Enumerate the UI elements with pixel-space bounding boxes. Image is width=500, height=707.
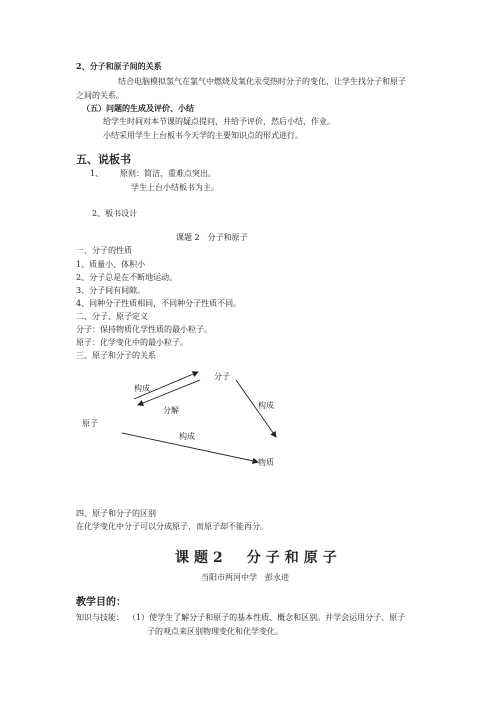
- section-heading-board: 五、说板书: [76, 153, 131, 166]
- subheading: 二、分子、原子定义: [76, 312, 148, 321]
- subheading: 三、原子和分子的关系: [76, 351, 156, 360]
- label-compose: 构成: [179, 432, 195, 441]
- paragraph-line: （1）使学生了解分子和原子的基本性质、概念和区别。并学会运用分子、原子: [128, 613, 406, 622]
- paragraph-line: 子的观点来区别物理变化和化学变化。: [147, 627, 283, 636]
- subheading: 一、分子的性质: [76, 246, 132, 255]
- definition: 原子：化学变化中的最小粒子。: [76, 338, 188, 347]
- goal-label: 知识与技能：: [76, 613, 124, 622]
- list-text: 学生上台小结板书为主。: [131, 183, 219, 192]
- subheading: 四、原子和分子的区别: [76, 509, 156, 518]
- paragraph-line: 给学生时间对本节课的疑点提问，并给予评价，然后小结，作业。: [103, 117, 335, 126]
- goals-heading: 教学目的：: [76, 597, 126, 608]
- paragraph-line: 结合电脑模拟氢气在氯气中燃烧及氧化汞受热时分子的变化，让学生找分子和原子: [118, 77, 406, 86]
- node-atom: 原子: [82, 419, 98, 428]
- author-line: 当阳市两河中学 彭永进: [201, 573, 289, 582]
- design-title: 课题 2 分子和原子: [176, 233, 248, 242]
- label-compose: 构成: [258, 401, 274, 410]
- list-item: 3、分子间有间隙。: [76, 286, 146, 295]
- list-item: 2、板书设计: [92, 209, 138, 218]
- label-decompose: 分解: [163, 406, 179, 415]
- list-item: 1、质量小、体积小: [76, 260, 146, 269]
- node-molecule: 分子: [214, 372, 230, 381]
- section-heading-summary: （五）问题的生成及评价、小结: [82, 103, 194, 113]
- list-item: 2、分子总是在不断地运动。: [76, 273, 178, 282]
- paragraph-line: 在化学变化中分子可以分成原子，而原子却不能再分。: [76, 522, 268, 531]
- list-label: 1、: [90, 169, 104, 178]
- lesson-title: 课题2 分子和原子: [175, 550, 342, 566]
- paragraph-line: 小结采用学生上台板书今天学的主要知识点的形式进行。: [103, 131, 303, 140]
- list-text: 原则：简洁，重难点突出。: [120, 169, 216, 178]
- list-item: 4、同种分子性质相同，不同种分子性质不同。: [76, 299, 242, 308]
- section-heading-relation: 2、分子和原子间的关系: [76, 61, 162, 71]
- definition: 分子：保持物质化学性质的最小粒子。: [76, 325, 212, 334]
- label-compose: 构成: [134, 384, 150, 393]
- paragraph-line: 之间的关系。: [76, 91, 124, 100]
- node-substance: 物质: [258, 458, 274, 467]
